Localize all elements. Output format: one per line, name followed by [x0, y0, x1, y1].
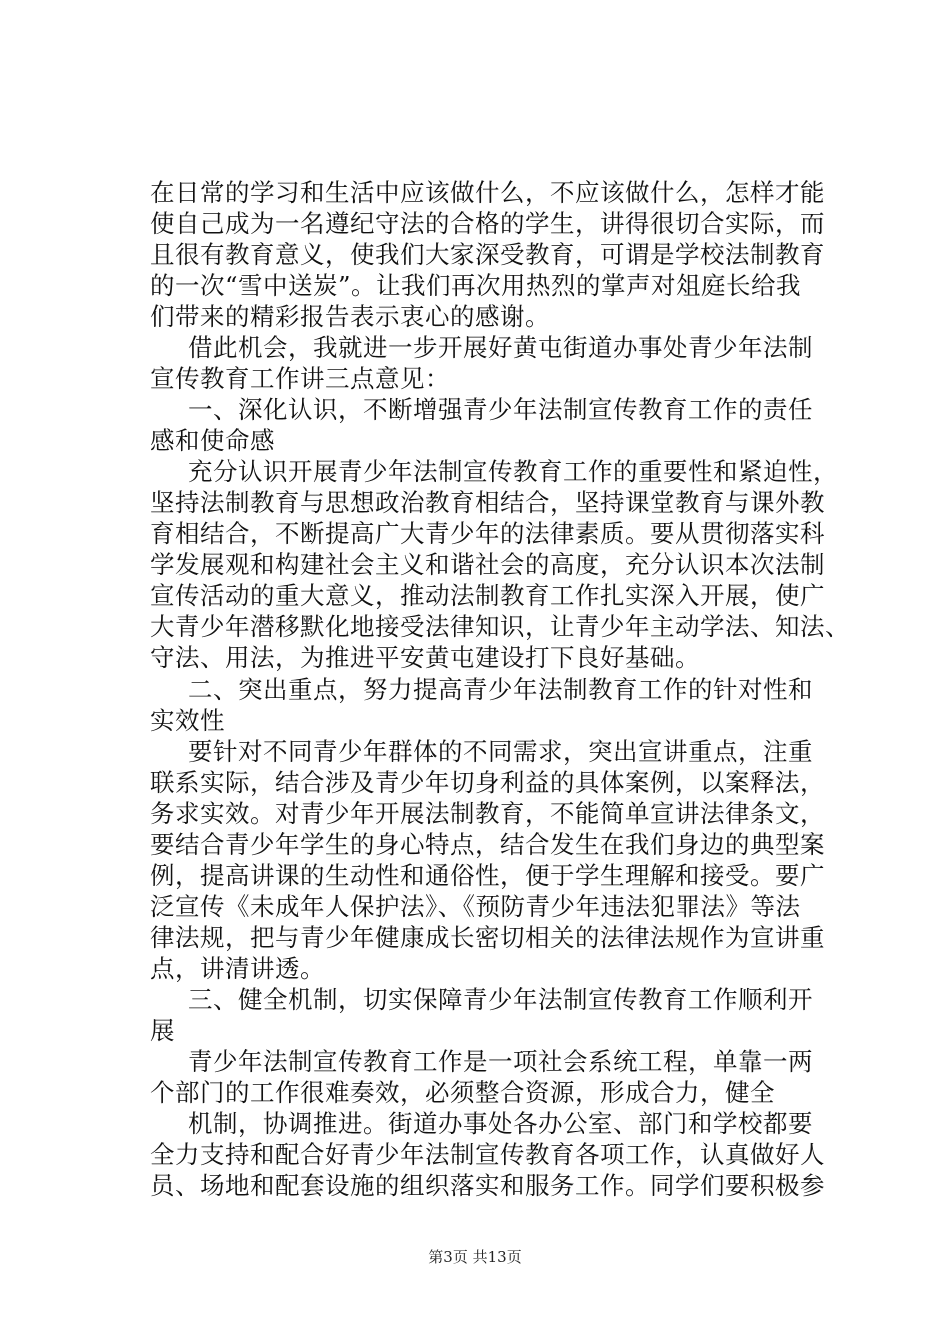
text-line: 育相结合，不断提高广大青少年的法律素质。要从贯彻落实科: [150, 519, 825, 548]
section-heading-3-cont: 展: [150, 1016, 175, 1045]
text-line: 且很有教育意义，使我们大家深受教育，可谓是学校法制教育: [150, 240, 825, 269]
text-line: 务求实效。对青少年开展法制教育，不能简单宣讲法律条文，: [150, 799, 825, 828]
text-line: 例，提高讲课的生动性和通俗性，便于学生理解和接受。要广: [150, 861, 825, 890]
section-heading-3: 三、健全机制，切实保障青少年法制宣传教育工作顺利开: [188, 985, 813, 1014]
text-line: 们带来的精彩报告表示衷心的感谢。: [150, 302, 550, 331]
text-line: 使自己成为一名遵纪守法的合格的学生，讲得很切合实际，而: [150, 209, 825, 238]
paragraph-start: 青少年法制宣传教育工作是一项社会系统工程，单靠一两: [188, 1047, 813, 1076]
text-line: 律法规，把与青少年健康成长密切相关的法律法规作为宣讲重: [150, 923, 825, 952]
text-line: 宣传教育工作讲三点意见：: [150, 364, 450, 393]
text-line: 在日常的学习和生活中应该做什么，不应该做什么，怎样才能: [150, 178, 825, 207]
text-line: 联系实际，结合涉及青少年切身利益的具体案例，以案释法，: [150, 768, 825, 797]
paragraph-start: 借此机会，我就进一步开展好黄屯街道办事处青少年法制: [188, 333, 813, 362]
text-line: 要结合青少年学生的身心特点，结合发生在我们身边的典型案: [150, 830, 825, 859]
paragraph-start: 充分认识开展青少年法制宣传教育工作的重要性和紧迫性，: [188, 457, 838, 486]
text-line: 学发展观和构建社会主义和谐社会的高度，充分认识本次法制: [150, 550, 825, 579]
text-line: 个部门的工作很难奏效，必须整合资源，形成合力，健全: [150, 1078, 775, 1107]
text-line: 宣传活动的重大意义，推动法制教育工作扎实深入开展，使广: [150, 581, 825, 610]
section-heading-1: 一、深化认识，不断增强青少年法制宣传教育工作的责任: [188, 395, 813, 424]
section-heading-2: 二、突出重点，努力提高青少年法制教育工作的针对性和: [188, 675, 813, 704]
text-line: 员、场地和配套设施的组织落实和服务工作。同学们要积极参: [150, 1171, 825, 1200]
text-line: 泛宣传《未成年人保护法》、《预防青少年违法犯罪法》等法: [150, 892, 801, 921]
text-line: 守法、用法，为推进平安黄屯建设打下良好基础。: [150, 643, 700, 672]
text-line: 点，讲清讲透。: [150, 954, 325, 983]
page-number-footer: 第3页 共13页: [428, 1248, 522, 1266]
text-line: 大青少年潜移默化地接受法律知识，让青少年主动学法、知法、: [150, 612, 850, 641]
text-line: 机制，协调推进。街道办事处各办公室、部门和学校都要: [188, 1109, 813, 1138]
paragraph-start: 要针对不同青少年群体的不同需求，突出宣讲重点，注重: [188, 737, 813, 766]
text-line: 坚持法制教育与思想政治教育相结合，坚持课堂教育与课外教: [150, 488, 825, 517]
section-heading-2-cont: 实效性: [150, 706, 225, 735]
text-line: 全力支持和配合好青少年法制宣传教育各项工作，认真做好人: [150, 1140, 825, 1169]
text-line: 的一次“雪中送炭”。让我们再次用热烈的掌声对俎庭长给我: [150, 271, 802, 300]
section-heading-1-cont: 感和使命感: [150, 426, 275, 455]
